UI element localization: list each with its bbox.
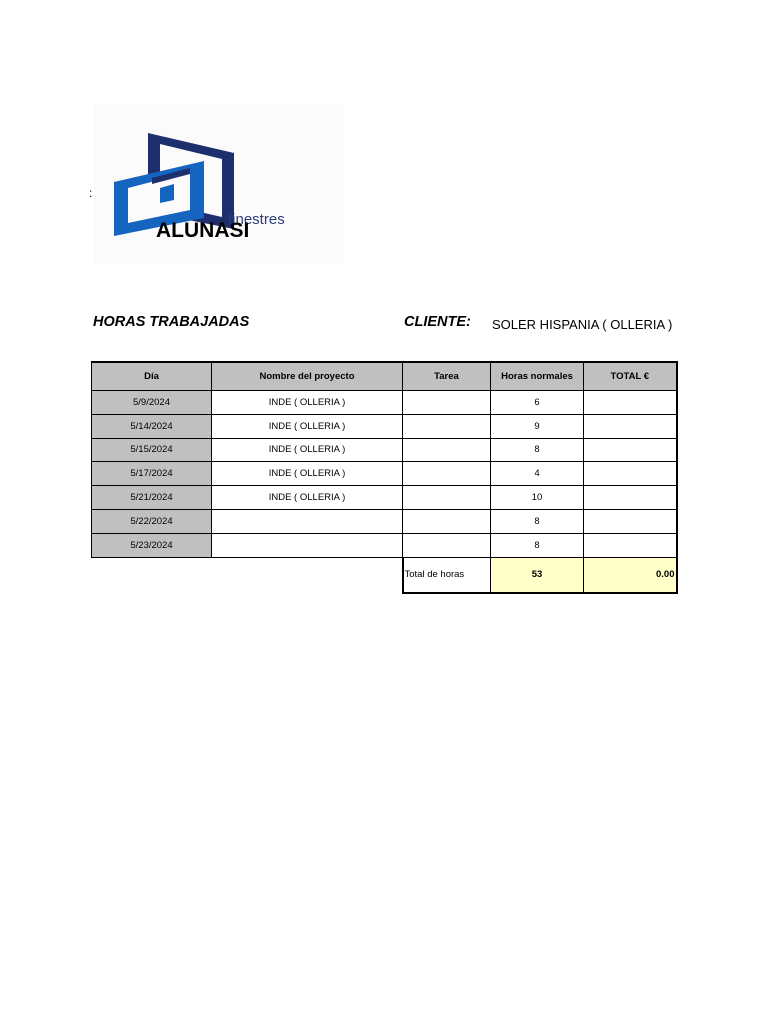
task-cell bbox=[403, 414, 491, 438]
stray-mark: : bbox=[89, 186, 93, 200]
day-cell: 5/9/2024 bbox=[92, 391, 212, 415]
project-cell bbox=[212, 509, 403, 533]
total-cell bbox=[584, 533, 677, 557]
project-cell: INDE ( OLLERIA ) bbox=[212, 486, 403, 510]
client-label: CLIENTE: bbox=[404, 314, 471, 330]
total-cell bbox=[584, 414, 677, 438]
hours-table bbox=[91, 361, 678, 594]
project-cell: INDE ( OLLERIA ) bbox=[212, 462, 403, 486]
table-row bbox=[92, 533, 677, 557]
client-value: SOLER HISPANIA ( OLLERIA ) bbox=[492, 317, 673, 332]
day-cell: 5/21/2024 bbox=[92, 486, 212, 510]
col-header-hours: Horas normales bbox=[491, 362, 584, 391]
hours-cell: 8 bbox=[491, 509, 584, 533]
logo-brand: ALUNASI bbox=[156, 219, 250, 242]
day-cell: 5/23/2024 bbox=[92, 533, 212, 557]
totals-row bbox=[92, 557, 677, 593]
hours-cell: 10 bbox=[491, 486, 584, 510]
task-cell bbox=[403, 509, 491, 533]
task-cell bbox=[403, 462, 491, 486]
col-header-total: TOTAL € bbox=[584, 362, 677, 391]
hours-cell: 4 bbox=[491, 462, 584, 486]
table-header-row bbox=[92, 362, 677, 391]
table-row bbox=[92, 509, 677, 533]
project-cell: INDE ( OLLERIA ) bbox=[212, 391, 403, 415]
company-logo bbox=[94, 104, 344, 264]
table-row bbox=[92, 438, 677, 462]
hours-cell: 8 bbox=[491, 438, 584, 462]
col-header-task: Tarea bbox=[403, 362, 491, 391]
total-euro-value: 0.00 bbox=[584, 557, 677, 593]
project-cell bbox=[212, 533, 403, 557]
task-cell bbox=[403, 391, 491, 415]
task-cell bbox=[403, 486, 491, 510]
day-cell: 5/22/2024 bbox=[92, 509, 212, 533]
day-cell: 5/15/2024 bbox=[92, 438, 212, 462]
total-hours-label: Total de horas bbox=[403, 557, 491, 593]
hours-cell: 6 bbox=[491, 391, 584, 415]
table-row bbox=[92, 486, 677, 510]
total-cell bbox=[584, 391, 677, 415]
task-cell bbox=[403, 438, 491, 462]
total-cell bbox=[584, 486, 677, 510]
page-title: HORAS TRABAJADAS bbox=[93, 314, 250, 330]
table-row bbox=[92, 414, 677, 438]
project-cell: INDE ( OLLERIA ) bbox=[212, 438, 403, 462]
table-row bbox=[92, 391, 677, 415]
hours-cell: 8 bbox=[491, 533, 584, 557]
total-cell bbox=[584, 462, 677, 486]
totals-spacer bbox=[92, 557, 403, 593]
col-header-project: Nombre del proyecto bbox=[212, 362, 403, 391]
logo-tagline: finestres bbox=[228, 211, 285, 228]
day-cell: 5/17/2024 bbox=[92, 462, 212, 486]
hours-cell: 9 bbox=[491, 414, 584, 438]
task-cell bbox=[403, 533, 491, 557]
table-row bbox=[92, 462, 677, 486]
alunasi-logo-icon bbox=[94, 104, 344, 264]
total-hours-value: 53 bbox=[491, 557, 584, 593]
total-cell bbox=[584, 509, 677, 533]
total-cell bbox=[584, 438, 677, 462]
col-header-day: Día bbox=[92, 362, 212, 391]
day-cell: 5/14/2024 bbox=[92, 414, 212, 438]
project-cell: INDE ( OLLERIA ) bbox=[212, 414, 403, 438]
